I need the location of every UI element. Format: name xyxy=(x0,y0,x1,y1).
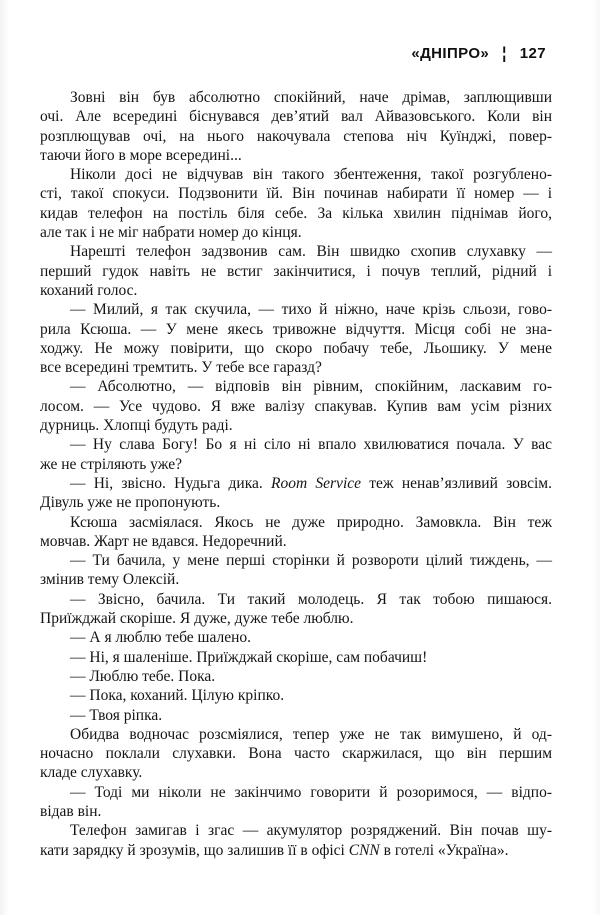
text-line: розплющував очі, на нього накочувала степова ніч Куїнджі, повер- xyxy=(40,127,552,145)
paragraph xyxy=(40,821,552,860)
italic-text: Room Service xyxy=(271,474,362,492)
text-line: ходжу. Не можу повірити, що скоро побачу тебе, Льошику. У мене xyxy=(40,339,552,357)
paragraph xyxy=(40,725,552,783)
text-line: кладе слухавку. xyxy=(40,764,143,782)
text-line: кидав телефон на постіль біля себе. За кілька хвилин піднімав його, xyxy=(40,204,552,222)
text-line: перший гудок навіть не встиг закінчитися, і почув теплий, рідний і xyxy=(40,262,552,280)
text-line: — Люблю тебе. Пока. xyxy=(70,667,216,685)
text-line: Обидва водночас розсміялися, тепер уже не так вимушено, й од- xyxy=(70,725,552,743)
page-number: 127 xyxy=(519,45,546,62)
text-line: Телефон замигав і згас — акумулятор розряджений. Він почав шу- xyxy=(70,822,552,840)
text-line: лосом. — Усе чудово. Я вже валізу спакував. Купив вам усім різних xyxy=(40,397,552,415)
text-line: все всередині тремтить. У тебе все гаразд? xyxy=(40,359,322,377)
paragraph xyxy=(40,551,552,590)
text-line: же не стріляють уже? xyxy=(40,455,182,473)
text-line: таючи його в море всередині... xyxy=(40,146,242,164)
paragraph xyxy=(40,513,552,552)
paragraph xyxy=(40,706,552,725)
text-line: — А я люблю тебе шалено. xyxy=(70,629,252,647)
text-line: ночасно поклали слухавки. Вона часто скаржилася, що він першим xyxy=(40,745,552,763)
text-line: рила Ксюша. — У мене якесь тривожне відчуття. Місця собі не зна- xyxy=(40,320,552,338)
text-line: — Милий, я так скучила, — тихо й ніжно, наче крізь сльози, гово- xyxy=(70,301,552,319)
text-line: — Ти бачила, у мене перші сторінки й розвороти цілий тиждень, — xyxy=(70,552,552,570)
text-line: сті, такої спокуси. Подзвонити їй. Він починав набирати її номер — і xyxy=(40,185,552,203)
text-line: — Твоя ріпка. xyxy=(70,706,163,724)
paragraph xyxy=(40,300,552,377)
text-line: — Ну слава Богу! Бо я ні сіло ні впало хвилюватися почала. У вас xyxy=(70,436,552,454)
paragraph xyxy=(40,377,552,435)
text-line: — Тоді ми ніколи не закінчимо говорити й розоримося, — відпо- xyxy=(70,783,552,801)
text-line: Ксюша засміялася. Якось не дуже природно. Замовкла. Він теж xyxy=(70,513,552,531)
text-line: Ніколи досі не відчував він такого збентеження, такої розгублено- xyxy=(70,166,552,184)
text-line: кати зарядку й зрозумів, що залишив її в офісі CNN в готелі «Україна». xyxy=(40,841,509,859)
paragraph xyxy=(40,648,552,667)
paragraph xyxy=(40,590,552,629)
text-line: — Звісно, бачила. Ти такий молодець. Я так тобою пишаюся. xyxy=(70,590,552,608)
italic-text: CNN xyxy=(348,841,380,859)
paragraph xyxy=(40,667,552,686)
paragraph xyxy=(40,165,552,242)
paragraph xyxy=(40,686,552,705)
text-line: мовчав. Жарт не вдався. Недоречний. xyxy=(40,532,287,550)
running-head-title: «ДНІПРО» xyxy=(411,45,490,62)
text-line: коханий голос. xyxy=(40,281,138,299)
text-line: — Абсолютно, — відповів він рівним, спокійним, ласкавим го- xyxy=(70,378,552,396)
paragraph xyxy=(40,242,552,300)
text-line: Нарешті телефон задзвонив сам. Він швидко схопив слухавку — xyxy=(70,243,552,261)
paragraph xyxy=(40,435,552,474)
text-line: Приїжджай скоріше. Я дуже, дуже тебе люблю. xyxy=(40,610,354,628)
text-line: але так і не міг набрати номер до кінця. xyxy=(40,224,302,242)
text-line: дурниць. Хлопці будуть раді. xyxy=(40,417,233,435)
text-line: змінив тему Олексій. xyxy=(40,571,180,589)
paragraph xyxy=(40,88,552,165)
text-line: Зовні він був абсолютно спокійний, наче дрімав, заплющивши xyxy=(70,89,552,106)
text-line: відав він. xyxy=(40,802,102,820)
header-separator: ¦ xyxy=(502,44,507,63)
text-line: — Пока, коханий. Цілую кріпко. xyxy=(70,687,285,705)
text-line: — Ні, звісно. Нудьга дика. Room Service теж ненав’язливий зовсім. xyxy=(70,474,552,492)
paragraph xyxy=(40,474,552,513)
paragraph xyxy=(40,628,552,647)
text-line: — Ні, я шаленіше. Приїжджай скоріше, сам побачиш! xyxy=(70,648,428,666)
page-text xyxy=(40,88,552,860)
running-head xyxy=(411,45,546,62)
text-line: очі. Але всередині біснувався дев’ятий вал Айвазовського. Коли він xyxy=(40,108,552,126)
paragraph xyxy=(40,783,552,822)
text-line: Дівуль уже не пропонують. xyxy=(40,494,221,512)
